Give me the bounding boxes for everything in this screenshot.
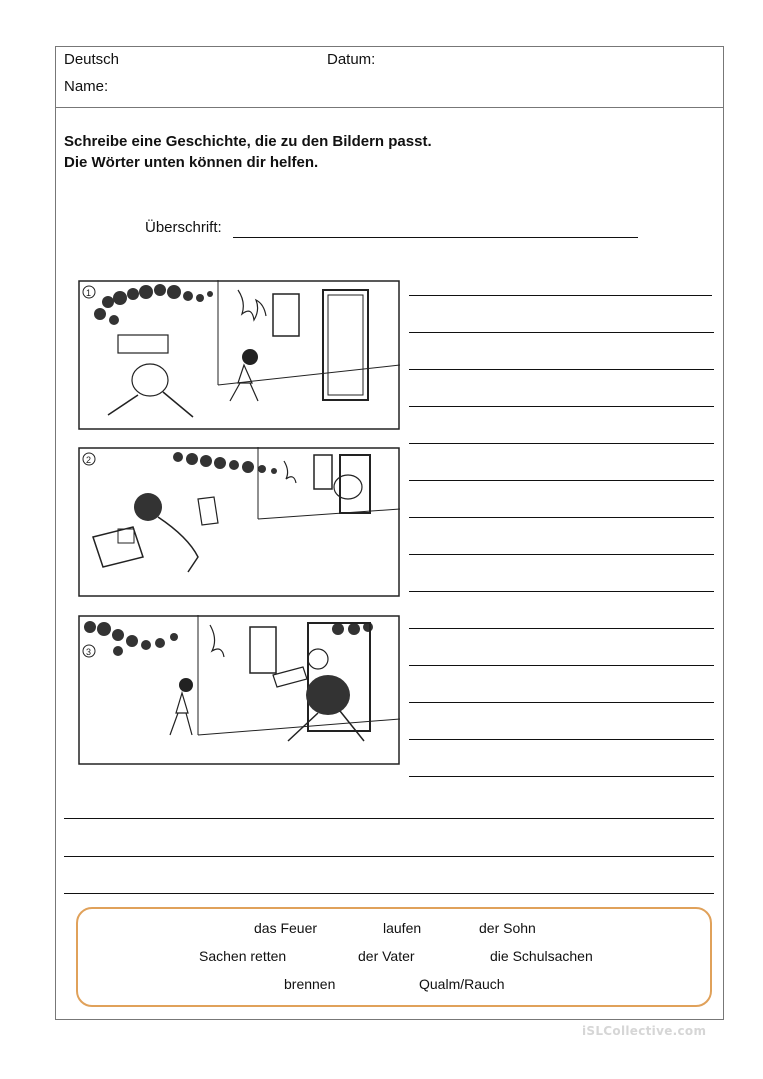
worksheet (55, 46, 724, 1020)
writing-line[interactable] (409, 369, 714, 370)
picture-2-number: 2 (86, 455, 92, 465)
picture-1 (78, 280, 400, 430)
writing-line[interactable] (409, 332, 714, 333)
writing-line[interactable] (409, 480, 714, 481)
writing-line-full[interactable] (64, 818, 714, 819)
word-bank-item: der Sohn (479, 920, 536, 936)
writing-line[interactable] (409, 628, 714, 629)
picture-3 (78, 615, 400, 765)
picture-1-drawing (78, 280, 400, 430)
subject-label: Deutsch (64, 51, 120, 68)
writing-line[interactable] (409, 554, 714, 555)
writing-line[interactable] (409, 591, 714, 592)
writing-line[interactable] (409, 295, 712, 296)
writing-line[interactable] (409, 702, 714, 703)
picture-3-drawing (78, 615, 400, 765)
watermark-logo: iSLCollective.com (582, 1024, 707, 1038)
word-bank-item: laufen (383, 920, 422, 936)
picture-2 (78, 447, 400, 597)
title-line[interactable] (233, 237, 638, 238)
word-bank (76, 907, 712, 1007)
writing-line[interactable] (409, 443, 714, 444)
writing-line[interactable] (409, 406, 714, 407)
writing-line-full[interactable] (64, 856, 714, 857)
header-box (56, 47, 723, 108)
word-bank-item: Qualm/Rauch (419, 976, 505, 992)
picture-2-drawing (78, 447, 400, 597)
word-bank-item: die Schulsachen (490, 948, 593, 964)
writing-line[interactable] (409, 776, 714, 777)
name-label: Name: (64, 78, 109, 95)
date-label: Datum: (327, 51, 376, 68)
word-bank-item: der Vater (358, 948, 415, 964)
instruction-line-1: Schreibe eine Geschichte, die zu den Bildern passt. (64, 133, 432, 150)
picture-1-number: 1 (86, 288, 92, 298)
writing-line[interactable] (409, 739, 714, 740)
picture-3-number: 3 (86, 647, 92, 657)
title-label: Überschrift: (145, 219, 222, 236)
word-bank-item: Sachen retten (199, 948, 287, 964)
writing-line[interactable] (409, 665, 714, 666)
writing-line-full[interactable] (64, 893, 714, 894)
word-bank-item: brennen (284, 976, 336, 992)
instruction-line-2: Die Wörter unten können dir helfen. (64, 154, 319, 171)
word-bank-item: das Feuer (254, 920, 318, 936)
writing-line[interactable] (409, 517, 714, 518)
